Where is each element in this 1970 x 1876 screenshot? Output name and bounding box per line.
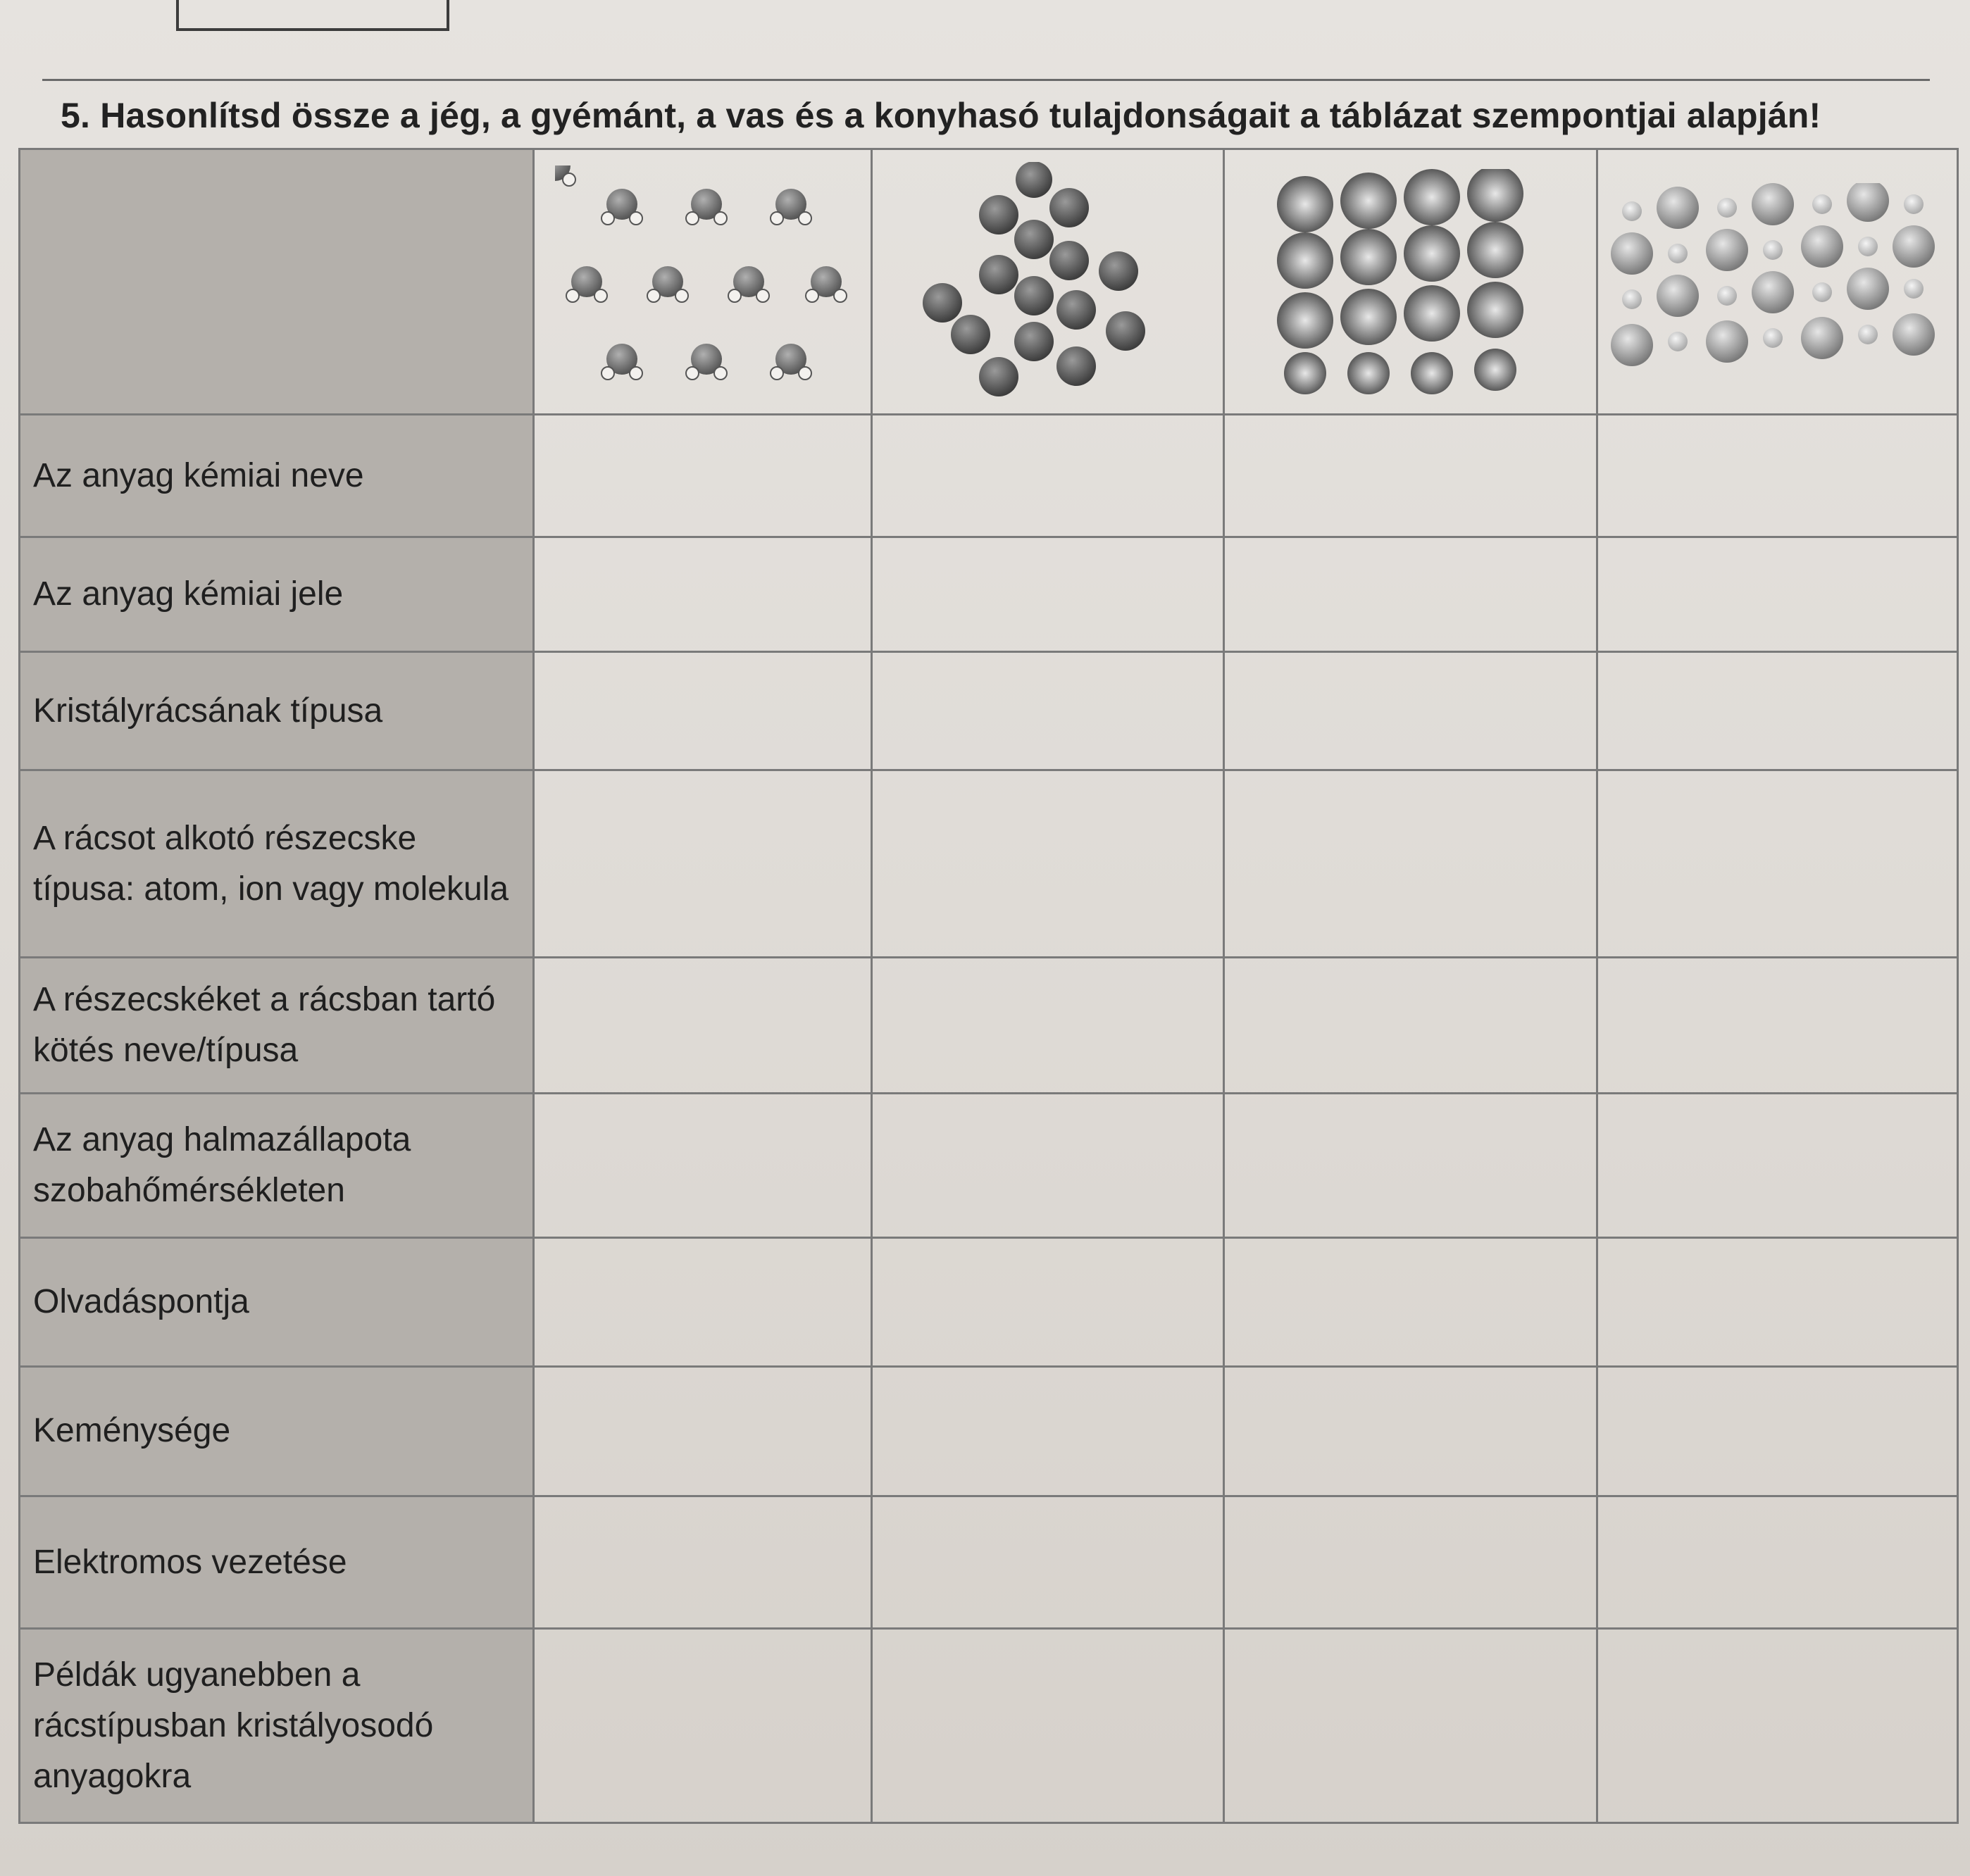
row-label: Kristályrácsának típusa bbox=[20, 652, 534, 770]
answer-cell-diamond[interactable] bbox=[872, 1237, 1224, 1367]
answer-cell-salt[interactable] bbox=[1597, 770, 1958, 957]
table-row bbox=[20, 537, 1958, 651]
answer-cell-ice[interactable] bbox=[534, 770, 872, 957]
answer-cell-ice[interactable] bbox=[534, 1629, 872, 1823]
table-row bbox=[20, 415, 1958, 537]
answer-cell-iron[interactable] bbox=[1224, 1237, 1597, 1367]
answer-cell-ice[interactable] bbox=[534, 415, 872, 537]
ice-column-header bbox=[534, 149, 872, 415]
answer-cell-salt[interactable] bbox=[1597, 415, 1958, 537]
answer-cell-salt[interactable] bbox=[1597, 537, 1958, 651]
iron-column-header bbox=[1224, 149, 1597, 415]
iron-metal-lattice-icon bbox=[1263, 169, 1559, 394]
row-label: A részecskéket a rácsban tartó kötés neve/típusa bbox=[20, 957, 534, 1094]
answer-cell-ice[interactable] bbox=[534, 1094, 872, 1237]
row-label: Olvadáspontja bbox=[20, 1237, 534, 1367]
table-row bbox=[20, 770, 1958, 957]
salt-column-header bbox=[1597, 149, 1958, 415]
answer-cell-iron[interactable] bbox=[1224, 415, 1597, 537]
table-row bbox=[20, 1367, 1958, 1496]
answer-cell-diamond[interactable] bbox=[872, 1367, 1224, 1496]
answer-cell-salt[interactable] bbox=[1597, 1629, 1958, 1823]
row-label: Az anyag kémiai neve bbox=[20, 415, 534, 537]
answer-cell-ice[interactable] bbox=[534, 652, 872, 770]
answer-cell-diamond[interactable] bbox=[872, 1629, 1224, 1823]
table-row bbox=[20, 957, 1958, 1094]
answer-cell-iron[interactable] bbox=[1224, 1629, 1597, 1823]
diamond-column-header bbox=[872, 149, 1224, 415]
answer-cell-ice[interactable] bbox=[534, 957, 872, 1094]
answer-cell-salt[interactable] bbox=[1597, 957, 1958, 1094]
answer-cell-salt[interactable] bbox=[1597, 1496, 1958, 1629]
task-title: 5. Hasonlítsd össze a jég, a gyémánt, a vas és a konyhasó tulajdonságait a táblázat szempontjai alapján! bbox=[61, 96, 1821, 135]
answer-cell-salt[interactable] bbox=[1597, 1237, 1958, 1367]
row-label: Az anyag halmazállapota szobahőmérsékleten bbox=[20, 1094, 534, 1237]
title-divider bbox=[42, 79, 1930, 81]
row-label: Elektromos vezetése bbox=[20, 1496, 534, 1629]
answer-cell-salt[interactable] bbox=[1597, 652, 1958, 770]
answer-cell-ice[interactable] bbox=[534, 1237, 872, 1367]
table-row bbox=[20, 1094, 1958, 1237]
table-row bbox=[20, 1496, 1958, 1629]
answer-cell-iron[interactable] bbox=[1224, 1367, 1597, 1496]
answer-cell-iron[interactable] bbox=[1224, 957, 1597, 1094]
comparison-table bbox=[18, 148, 1959, 1824]
answer-cell-ice[interactable] bbox=[534, 1496, 872, 1629]
answer-cell-ice[interactable] bbox=[534, 1367, 872, 1496]
answer-cell-iron[interactable] bbox=[1224, 1496, 1597, 1629]
salt-ion-lattice-icon bbox=[1611, 183, 1949, 380]
answer-cell-salt[interactable] bbox=[1597, 1094, 1958, 1237]
answer-cell-iron[interactable] bbox=[1224, 1094, 1597, 1237]
table-row bbox=[20, 1629, 1958, 1823]
table-row bbox=[20, 652, 1958, 770]
header-empty-cell bbox=[20, 149, 534, 415]
answer-cell-salt[interactable] bbox=[1597, 1367, 1958, 1496]
answer-cell-diamond[interactable] bbox=[872, 1094, 1224, 1237]
answer-cell-diamond[interactable] bbox=[872, 537, 1224, 651]
row-label: Az anyag kémiai jele bbox=[20, 537, 534, 651]
ice-molecule-lattice-icon bbox=[555, 165, 851, 398]
row-label: Példák ugyanebben a rácstípusban kristályosodó anyagokra bbox=[20, 1629, 534, 1823]
diamond-atom-lattice-icon bbox=[907, 162, 1189, 401]
answer-cell-iron[interactable] bbox=[1224, 652, 1597, 770]
row-label: A rácsot alkotó részecske típusa: atom, ion vagy molekula bbox=[20, 770, 534, 957]
row-label: Keménysége bbox=[20, 1367, 534, 1496]
answer-cell-iron[interactable] bbox=[1224, 537, 1597, 651]
answer-cell-iron[interactable] bbox=[1224, 770, 1597, 957]
answer-cell-diamond[interactable] bbox=[872, 652, 1224, 770]
answer-cell-diamond[interactable] bbox=[872, 415, 1224, 537]
answer-cell-diamond[interactable] bbox=[872, 1496, 1224, 1629]
header-row bbox=[20, 149, 1958, 415]
table-row bbox=[20, 1237, 1958, 1367]
answer-cell-diamond[interactable] bbox=[872, 957, 1224, 1094]
answer-cell-ice[interactable] bbox=[534, 537, 872, 651]
answer-box bbox=[176, 0, 449, 31]
answer-cell-diamond[interactable] bbox=[872, 770, 1224, 957]
